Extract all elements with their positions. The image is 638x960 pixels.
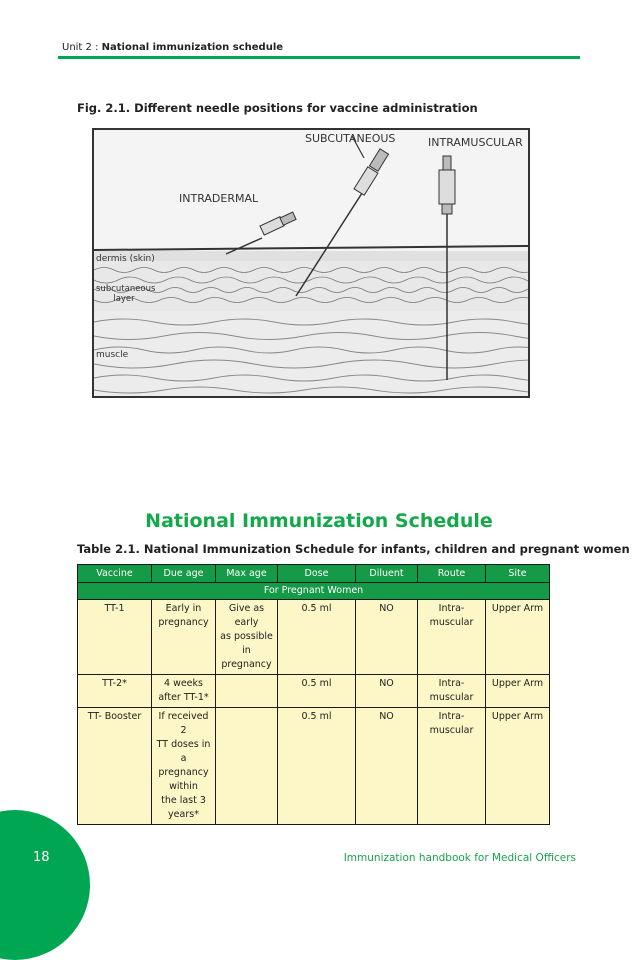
table-row bbox=[78, 675, 550, 708]
table-row bbox=[78, 708, 550, 825]
cell-line: pregnancy bbox=[158, 617, 209, 628]
unit-header bbox=[62, 42, 283, 53]
cell-vaccine: TT-2* bbox=[78, 675, 152, 708]
cell-line: TT doses in bbox=[156, 739, 211, 750]
header-route: Route bbox=[418, 565, 486, 583]
label-subcutaneous: SUBCUTANEOUS bbox=[305, 132, 396, 145]
cell-vaccine: TT- Booster bbox=[78, 708, 152, 825]
cell-due-age bbox=[152, 675, 216, 708]
cell-site: Upper Arm bbox=[486, 708, 550, 825]
cell-diluent: NO bbox=[356, 708, 418, 825]
cell-line: muscular bbox=[429, 725, 474, 736]
subheader-pregnant-women: For Pregnant Women bbox=[78, 583, 550, 600]
cell-line: years* bbox=[168, 809, 199, 820]
section-title: National Immunization Schedule bbox=[145, 510, 493, 532]
cell-line: after TT-1* bbox=[158, 692, 209, 703]
cell-route bbox=[418, 600, 486, 675]
label-intramuscular: INTRAMUSCULAR bbox=[428, 136, 523, 149]
cell-line: muscular bbox=[429, 617, 474, 628]
cell-vaccine: TT-1 bbox=[78, 600, 152, 675]
header-vaccine: Vaccine bbox=[78, 565, 152, 583]
label-dermis: dermis (skin) bbox=[96, 254, 155, 264]
cell-dose: 0.5 ml bbox=[278, 675, 356, 708]
unit-title: National immunization schedule bbox=[101, 42, 284, 53]
table-header-row bbox=[78, 565, 550, 583]
page-number: 18 bbox=[33, 850, 50, 865]
cell-line: as possible bbox=[220, 631, 273, 642]
header-diluent: Diluent bbox=[356, 565, 418, 583]
cell-max-age bbox=[216, 708, 278, 825]
label-intradermal: INTRADERMAL bbox=[179, 192, 259, 205]
figure-caption: Fig. 2.1. Different needle positions for vaccine administration bbox=[77, 101, 478, 115]
cell-line: muscular bbox=[429, 692, 474, 703]
cell-line: the last 3 bbox=[161, 795, 206, 806]
cell-line: Early in bbox=[165, 603, 202, 614]
cell-site: Upper Arm bbox=[486, 675, 550, 708]
footer-text: Immunization handbook for Medical Officers bbox=[343, 852, 576, 864]
cell-line: a pregnancy bbox=[158, 753, 209, 778]
cell-route bbox=[418, 708, 486, 825]
cell-max-age bbox=[216, 675, 278, 708]
table-subheader-row bbox=[78, 583, 550, 600]
needle-positions-figure bbox=[92, 128, 530, 398]
cell-line: in pregnancy bbox=[221, 645, 272, 670]
cell-site: Upper Arm bbox=[486, 600, 550, 675]
cell-line: Intra- bbox=[438, 603, 465, 614]
cell-line: within bbox=[169, 781, 198, 792]
header-max-age: Max age bbox=[216, 565, 278, 583]
header-rule bbox=[58, 56, 580, 59]
cell-due-age bbox=[152, 708, 216, 825]
header-due-age: Due age bbox=[152, 565, 216, 583]
cell-line: 4 weeks bbox=[164, 678, 203, 689]
cell-line: Intra- bbox=[438, 711, 465, 722]
unit-prefix: Unit 2 : bbox=[62, 42, 102, 53]
skin-layers-illustration bbox=[94, 130, 528, 396]
cell-diluent: NO bbox=[356, 675, 418, 708]
cell-dose: 0.5 ml bbox=[278, 708, 356, 825]
footer-circle bbox=[0, 810, 90, 960]
label-subcutaneous-layer bbox=[96, 284, 156, 304]
cell-diluent: NO bbox=[356, 600, 418, 675]
immunization-schedule-table bbox=[77, 564, 550, 825]
cell-route bbox=[418, 675, 486, 708]
cell-line: Give as early bbox=[228, 603, 265, 628]
label-muscle: muscle bbox=[96, 350, 129, 360]
cell-line: If received 2 bbox=[158, 711, 209, 736]
cell-due-age bbox=[152, 600, 216, 675]
table-row bbox=[78, 600, 550, 675]
cell-max-age bbox=[216, 600, 278, 675]
cell-line: Intra- bbox=[438, 678, 465, 689]
cell-dose: 0.5 ml bbox=[278, 600, 356, 675]
header-dose: Dose bbox=[278, 565, 356, 583]
table-caption: Table 2.1. National Immunization Schedule for infants, children and pregnant women bbox=[77, 542, 630, 556]
label-subcut-line2: layer bbox=[113, 294, 135, 304]
header-site: Site bbox=[486, 565, 550, 583]
label-subcut-line1: subcutaneous bbox=[96, 284, 156, 294]
